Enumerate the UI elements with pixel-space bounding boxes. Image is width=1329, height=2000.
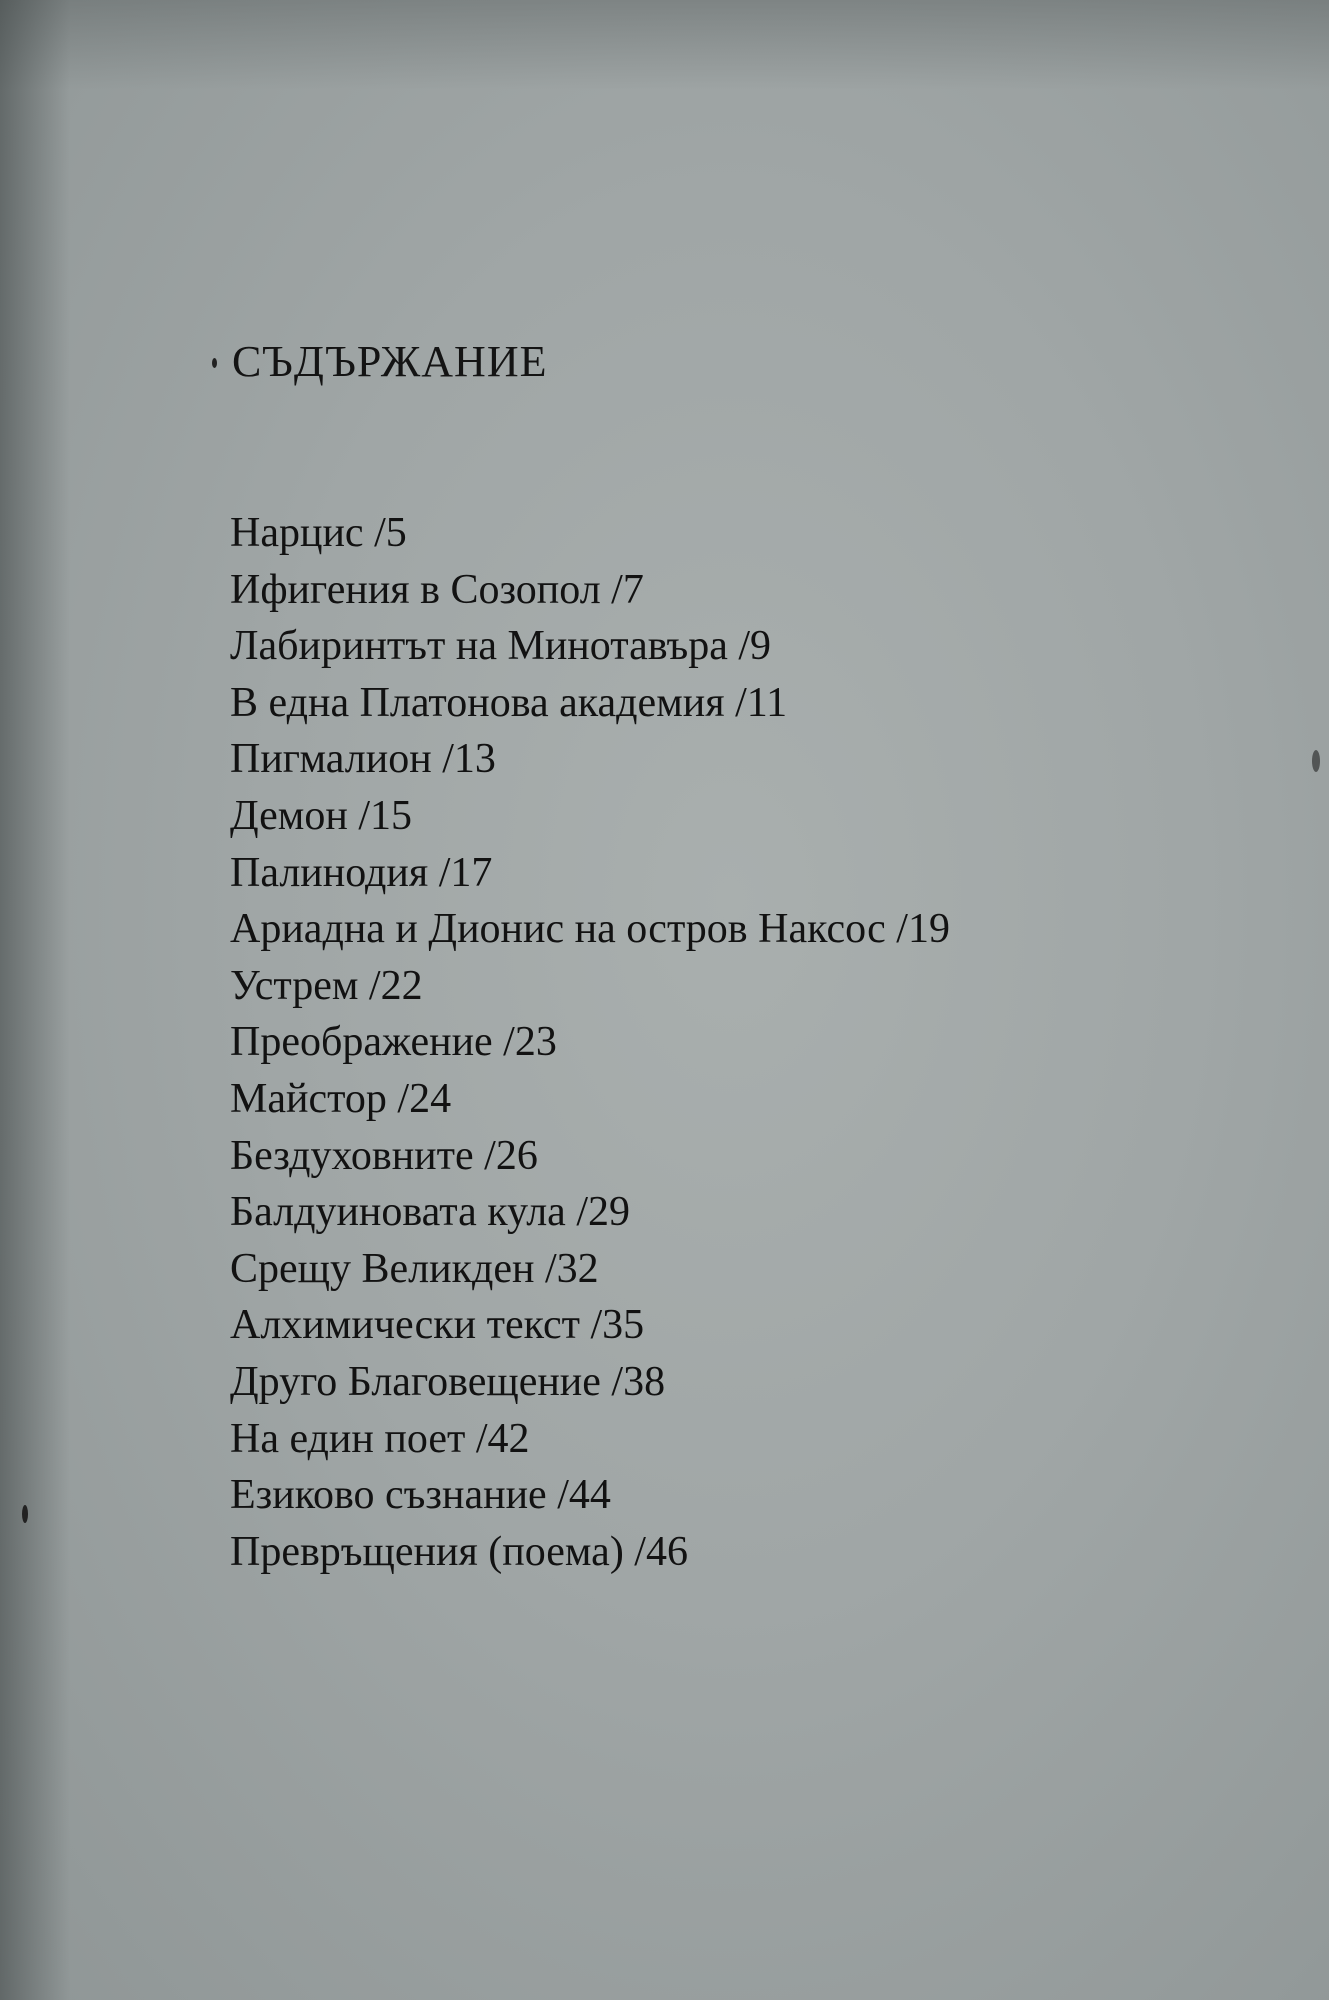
toc-entry: В една Платонова академия /11 (230, 679, 788, 726)
toc-entry: Алхимически текст /35 (230, 1302, 645, 1349)
toc-entry: Пигмалион /13 (230, 736, 496, 783)
toc-entry: Майстор /24 (230, 1075, 452, 1122)
ink-speck (1312, 750, 1320, 772)
toc-title: СЪДЪРЖАНИЕ (232, 337, 548, 386)
toc-entry: Нарцис /5 (230, 510, 407, 556)
ink-speck (22, 1505, 28, 1523)
toc-entry: Демон /15 (230, 792, 413, 839)
toc-entry: Друго Благовещение /38 (230, 1358, 666, 1405)
toc-entry: Палинодия /17 (230, 849, 493, 896)
toc-entry: Превръщения (поема) /46 (230, 1528, 688, 1575)
toc-list (230, 505, 950, 1580)
toc-entry: Устрем /22 (230, 962, 423, 1009)
page-shadow-left (0, 0, 70, 2000)
toc-entry: Бездуховните /26 (230, 1132, 538, 1179)
toc-entry: Ариадна и Дионис на остров Наксос /19 (230, 906, 950, 953)
toc-entry: Лабиринтът на Минотавъра /9 (230, 623, 772, 670)
page-shadow-top (0, 0, 1329, 90)
toc-entry: Срещу Великден /32 (230, 1245, 599, 1292)
toc-entry: Преображение /23 (230, 1019, 557, 1066)
toc-entry: Езиково съзнание /44 (230, 1472, 611, 1519)
ink-speck (212, 358, 217, 368)
toc-entry: На един поет /42 (230, 1415, 530, 1462)
toc-entry: Ифигения в Созопол /7 (230, 566, 644, 613)
toc-entry: Балдуиновата кула /29 (230, 1189, 630, 1236)
